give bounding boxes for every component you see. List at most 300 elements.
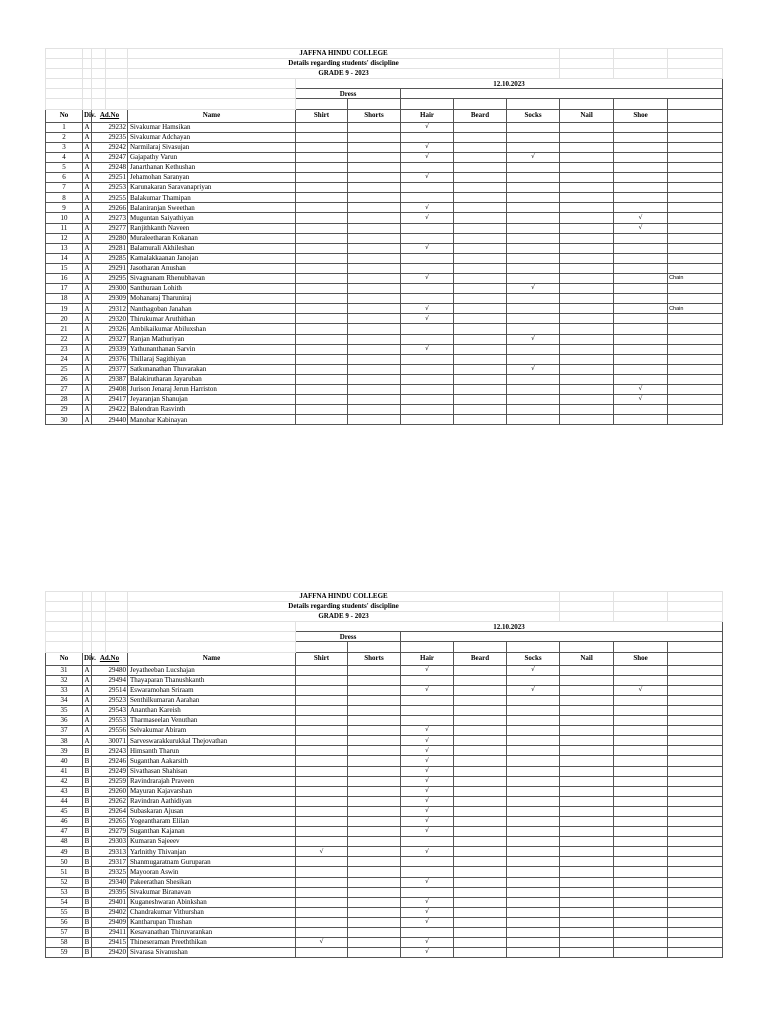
blank-cell <box>106 622 128 632</box>
blank-cell <box>83 612 92 622</box>
blank-cell <box>83 79 92 89</box>
college-name: JAFFNA HINDU COLLEGE <box>128 49 560 59</box>
blank-cell <box>83 69 92 79</box>
tick-mark-nail <box>560 213 614 223</box>
attendance-sheet-1 <box>45 48 722 425</box>
col-header-shorts: Shorts <box>348 652 401 665</box>
tick-mark-shorts <box>348 837 401 847</box>
row-division: A <box>84 355 90 364</box>
tick-mark-socks <box>507 374 560 384</box>
row-number: 4 <box>46 152 83 162</box>
tick-mark-socks <box>507 253 560 263</box>
tick-mark-hair: √ <box>401 273 454 283</box>
tick-mark-shirt <box>296 253 348 263</box>
table-row <box>46 152 723 162</box>
table-row <box>46 374 723 384</box>
tick-mark-nail <box>560 877 614 887</box>
blank-cell <box>92 602 106 612</box>
tick-mark-socks <box>507 948 560 958</box>
tick-mark-shirt <box>296 726 348 736</box>
tick-mark-beard <box>454 938 507 948</box>
blank-cell <box>507 99 560 109</box>
table-row <box>46 223 723 233</box>
tick-mark-nail <box>560 726 614 736</box>
tick-mark-nail <box>560 354 614 364</box>
row-admission-no: 29556 <box>92 726 128 736</box>
row-division: A <box>84 132 90 141</box>
tick-mark-shoe <box>614 857 668 867</box>
row-student-name: Narmilaraj Sivasujan <box>128 142 296 152</box>
col-header-adno: Ad.No <box>92 109 128 122</box>
blank-cell <box>614 99 668 109</box>
tick-mark-socks <box>507 695 560 705</box>
tick-mark-hair <box>401 405 454 415</box>
tick-mark-shoe <box>614 233 668 243</box>
row-number: 40 <box>46 756 83 766</box>
row-admission-no: 29266 <box>92 203 128 213</box>
row-remark <box>668 173 723 183</box>
row-number: 47 <box>46 827 83 837</box>
tick-mark-shoe <box>614 243 668 253</box>
tick-mark-beard <box>454 907 507 917</box>
tick-mark-shirt <box>296 243 348 253</box>
tick-mark-beard <box>454 132 507 142</box>
tick-mark-hair <box>401 223 454 233</box>
table-row <box>46 695 723 705</box>
row-number: 44 <box>46 796 83 806</box>
tick-mark-socks <box>507 273 560 283</box>
row-division: A <box>84 193 90 202</box>
row-division: A <box>84 122 90 131</box>
tick-mark-hair <box>401 233 454 243</box>
row-student-name: Sivathasan Shahisan <box>128 766 296 776</box>
table-row <box>46 253 723 263</box>
tick-mark-shoe <box>614 907 668 917</box>
table-row <box>46 736 723 746</box>
row-division: A <box>84 405 90 414</box>
col-header-socks: Socks <box>507 652 560 665</box>
tick-mark-shoe <box>614 162 668 172</box>
tick-mark-socks <box>507 193 560 203</box>
tick-mark-shorts <box>348 867 401 877</box>
row-admission-no: 29422 <box>92 405 128 415</box>
blank-cell <box>83 642 92 652</box>
tick-mark-nail <box>560 385 614 395</box>
tick-mark-beard <box>454 816 507 826</box>
row-division: A <box>84 344 90 353</box>
tick-mark-shirt <box>296 857 348 867</box>
tick-mark-shorts <box>348 756 401 766</box>
tick-mark-shirt <box>296 152 348 162</box>
row-student-name: Sivakumar Hamsikan <box>128 122 296 132</box>
tick-mark-shorts <box>348 324 401 334</box>
table-row <box>46 675 723 685</box>
tick-mark-shorts <box>348 122 401 132</box>
row-admission-no: 29408 <box>92 385 128 395</box>
row-student-name: Thirukumar Aruthithan <box>128 314 296 324</box>
tick-mark-hair <box>401 364 454 374</box>
col-header-no: No <box>46 109 83 122</box>
tick-mark-beard <box>454 152 507 162</box>
row-remark <box>668 203 723 213</box>
tick-mark-hair: √ <box>401 344 454 354</box>
row-division: A <box>84 726 90 735</box>
tick-mark-shorts <box>348 142 401 152</box>
tick-mark-nail <box>560 263 614 273</box>
row-division: B <box>83 857 92 867</box>
tick-mark-socks <box>507 806 560 816</box>
col-header-name: Name <box>128 109 296 122</box>
row-remark <box>668 243 723 253</box>
tick-mark-nail <box>560 324 614 334</box>
blank-cell <box>128 642 296 652</box>
row-remark <box>668 253 723 263</box>
tick-mark-shoe <box>614 928 668 938</box>
tick-mark-nail <box>560 223 614 233</box>
tick-mark-beard <box>454 847 507 857</box>
tick-mark-beard <box>454 263 507 273</box>
tick-mark-shirt <box>296 263 348 273</box>
row-student-name: Yogeantharam Elilan <box>128 816 296 826</box>
row-admission-no: 29235 <box>92 132 128 142</box>
row-admission-no: 30071 <box>92 736 128 746</box>
tick-mark-shirt <box>296 746 348 756</box>
tick-mark-shorts <box>348 213 401 223</box>
row-division: B <box>83 816 92 826</box>
tick-mark-beard <box>454 716 507 726</box>
tick-mark-shirt <box>296 233 348 243</box>
tick-mark-socks <box>507 233 560 243</box>
blank-cell <box>507 642 560 652</box>
row-remark <box>668 857 723 867</box>
tick-mark-socks: √ <box>507 334 560 344</box>
blank-cell <box>83 592 92 602</box>
blank-cell <box>46 69 83 79</box>
row-number: 26 <box>46 374 83 384</box>
row-number: 54 <box>46 897 83 907</box>
row-admission-no: 29264 <box>92 806 128 816</box>
college-name: JAFFNA HINDU COLLEGE <box>128 592 560 602</box>
blank-cell <box>668 612 723 622</box>
tick-mark-nail <box>560 716 614 726</box>
tick-mark-socks <box>507 756 560 766</box>
row-remark <box>668 132 723 142</box>
tick-mark-hair: √ <box>401 917 454 927</box>
tick-mark-hair <box>401 695 454 705</box>
blank-cell <box>83 49 92 59</box>
row-number: 25 <box>46 364 83 374</box>
blank-cell <box>46 59 83 69</box>
row-remark <box>668 395 723 405</box>
tick-mark-beard <box>454 705 507 715</box>
row-number: 51 <box>46 867 83 877</box>
row-remark <box>668 897 723 907</box>
blank-cell <box>92 632 106 642</box>
row-student-name: Jasotharan Anushan <box>128 263 296 273</box>
row-remark <box>668 213 723 223</box>
row-division: B <box>83 917 92 927</box>
row-student-name: Ambikaikumar Abiluxshan <box>128 324 296 334</box>
col-header-remark <box>668 652 723 665</box>
row-number: 14 <box>46 253 83 263</box>
table-row <box>46 284 723 294</box>
table-row <box>46 756 723 766</box>
tick-mark-shorts <box>348 806 401 816</box>
table-row <box>46 867 723 877</box>
tick-mark-shorts <box>348 887 401 897</box>
row-admission-no: 29285 <box>92 253 128 263</box>
tick-mark-shirt <box>296 223 348 233</box>
tick-mark-shoe <box>614 173 668 183</box>
tick-mark-shoe <box>614 827 668 837</box>
tick-mark-shorts <box>348 705 401 715</box>
row-division: A <box>84 153 90 162</box>
row-admission-no: 29248 <box>92 162 128 172</box>
tick-mark-hair <box>401 183 454 193</box>
table-row <box>46 887 723 897</box>
tick-mark-shirt: √ <box>296 938 348 948</box>
row-number: 33 <box>46 685 83 695</box>
table-row <box>46 928 723 938</box>
row-admission-no: 29259 <box>92 776 128 786</box>
table-row <box>46 897 723 907</box>
tick-mark-socks: √ <box>507 665 560 675</box>
blank-cell <box>614 69 668 79</box>
tick-mark-shorts <box>348 233 401 243</box>
row-admission-no: 29317 <box>92 857 128 867</box>
tick-mark-hair <box>401 395 454 405</box>
tick-mark-shoe <box>614 152 668 162</box>
row-division: A <box>84 395 90 404</box>
row-remark <box>668 233 723 243</box>
tick-mark-shoe <box>614 665 668 675</box>
row-student-name: Mayuran Kajavarshan <box>128 786 296 796</box>
blank-cell <box>106 592 128 602</box>
tick-mark-nail <box>560 685 614 695</box>
tick-mark-shorts <box>348 928 401 938</box>
tick-mark-nail <box>560 183 614 193</box>
blank-cell <box>401 632 723 642</box>
blank-cell <box>106 89 128 99</box>
tick-mark-beard <box>454 193 507 203</box>
table-row <box>46 857 723 867</box>
tick-mark-shoe <box>614 705 668 715</box>
tick-mark-shoe <box>614 948 668 958</box>
tick-mark-socks <box>507 928 560 938</box>
tick-mark-shorts <box>348 877 401 887</box>
tick-mark-beard <box>454 736 507 746</box>
blank-cell <box>668 642 723 652</box>
row-remark <box>668 776 723 786</box>
tick-mark-shoe <box>614 675 668 685</box>
row-number: 19 <box>46 304 83 314</box>
tick-mark-shirt <box>296 716 348 726</box>
tick-mark-shirt <box>296 948 348 958</box>
row-remark: Chain <box>668 273 723 283</box>
tick-mark-nail <box>560 766 614 776</box>
row-number: 48 <box>46 837 83 847</box>
tick-mark-shoe <box>614 887 668 897</box>
tick-mark-hair <box>401 294 454 304</box>
table-row <box>46 877 723 887</box>
blank-cell <box>560 49 614 59</box>
blank-cell <box>46 49 83 59</box>
tick-mark-beard <box>454 294 507 304</box>
tick-mark-shirt <box>296 122 348 132</box>
tick-mark-nail <box>560 756 614 766</box>
tick-mark-hair: √ <box>401 173 454 183</box>
tick-mark-nail <box>560 806 614 816</box>
row-number: 20 <box>46 314 83 324</box>
row-number: 53 <box>46 887 83 897</box>
row-student-name: Kantharupan Thushan <box>128 917 296 927</box>
tick-mark-hair: √ <box>401 314 454 324</box>
tick-mark-shorts <box>348 827 401 837</box>
row-student-name: Shanmugaratnam Guruparan <box>128 857 296 867</box>
tick-mark-nail <box>560 233 614 243</box>
tick-mark-shoe <box>614 897 668 907</box>
tick-mark-nail <box>560 948 614 958</box>
tick-mark-shorts <box>348 938 401 948</box>
tick-mark-shorts <box>348 948 401 958</box>
table-row <box>46 385 723 395</box>
tick-mark-shoe <box>614 917 668 927</box>
row-remark <box>668 948 723 958</box>
row-division: B <box>83 746 92 756</box>
tick-mark-hair: √ <box>401 746 454 756</box>
tick-mark-shirt <box>296 193 348 203</box>
row-division: B <box>83 928 92 938</box>
tick-mark-socks <box>507 877 560 887</box>
tick-mark-beard <box>454 304 507 314</box>
blank-cell <box>348 642 401 652</box>
tick-mark-shorts <box>348 203 401 213</box>
row-admission-no: 29279 <box>92 827 128 837</box>
row-division: B <box>83 786 92 796</box>
tick-mark-nail <box>560 695 614 705</box>
table-row <box>46 304 723 314</box>
row-student-name: Muraleetharan Kokanan <box>128 233 296 243</box>
tick-mark-shorts <box>348 364 401 374</box>
row-number: 59 <box>46 948 83 958</box>
tick-mark-shoe <box>614 746 668 756</box>
tick-mark-hair <box>401 374 454 384</box>
row-admission-no: 29265 <box>92 816 128 826</box>
tick-mark-beard <box>454 867 507 877</box>
blank-cell <box>401 89 723 99</box>
sheet-date: 12.10.2023 <box>296 79 723 89</box>
row-admission-no: 29340 <box>92 877 128 887</box>
tick-mark-shorts <box>348 243 401 253</box>
col-header-nail: Nail <box>560 109 614 122</box>
table-row <box>46 122 723 132</box>
row-division: B <box>83 847 92 857</box>
tick-mark-shirt <box>296 928 348 938</box>
tick-mark-nail <box>560 847 614 857</box>
tick-mark-beard <box>454 685 507 695</box>
row-number: 23 <box>46 344 83 354</box>
row-admission-no: 29494 <box>92 675 128 685</box>
tick-mark-nail <box>560 122 614 132</box>
tick-mark-socks <box>507 203 560 213</box>
tick-mark-shoe <box>614 304 668 314</box>
tick-mark-socks <box>507 938 560 948</box>
row-remark <box>668 294 723 304</box>
tick-mark-beard <box>454 243 507 253</box>
col-header-shorts: Shorts <box>348 109 401 122</box>
row-remark <box>668 675 723 685</box>
row-number: 32 <box>46 675 83 685</box>
blank-cell <box>668 99 723 109</box>
row-admission-no: 29247 <box>92 152 128 162</box>
row-remark <box>668 193 723 203</box>
table-row <box>46 364 723 374</box>
table-row <box>46 273 723 283</box>
row-admission-no: 29327 <box>92 334 128 344</box>
tick-mark-shoe <box>614 716 668 726</box>
table-row <box>46 746 723 756</box>
tick-mark-shirt <box>296 294 348 304</box>
blank-cell <box>46 622 83 632</box>
tick-mark-shoe <box>614 344 668 354</box>
blank-cell <box>83 632 92 642</box>
row-student-name: Balakirutharan Jayaruban <box>128 374 296 384</box>
row-admission-no: 29255 <box>92 193 128 203</box>
row-student-name: Ranjan Mathuriyan <box>128 334 296 344</box>
blank-cell <box>560 642 614 652</box>
tick-mark-socks: √ <box>507 152 560 162</box>
row-admission-no: 29281 <box>92 243 128 253</box>
tick-mark-socks <box>507 183 560 193</box>
tick-mark-shirt <box>296 415 348 425</box>
blank-cell <box>106 99 128 109</box>
row-remark <box>668 938 723 948</box>
tick-mark-shirt <box>296 867 348 877</box>
col-header-div: Div. <box>83 652 92 665</box>
tick-mark-shorts <box>348 716 401 726</box>
tick-mark-nail <box>560 405 614 415</box>
tick-mark-shorts <box>348 695 401 705</box>
row-number: 35 <box>46 705 83 715</box>
row-division: A <box>84 294 90 303</box>
tick-mark-beard <box>454 857 507 867</box>
tick-mark-hair: √ <box>401 243 454 253</box>
row-division: A <box>84 665 90 674</box>
table-row <box>46 395 723 405</box>
row-number: 55 <box>46 907 83 917</box>
table-row <box>46 716 723 726</box>
row-admission-no: 29339 <box>92 344 128 354</box>
row-division: A <box>84 173 90 182</box>
row-student-name: Kuganeshwaran Abinkshan <box>128 897 296 907</box>
row-admission-no: 29420 <box>92 948 128 958</box>
row-number: 11 <box>46 223 83 233</box>
row-remark <box>668 314 723 324</box>
row-number: 6 <box>46 173 83 183</box>
row-admission-no: 29387 <box>92 374 128 384</box>
row-admission-no: 29295 <box>92 273 128 283</box>
tick-mark-shirt <box>296 364 348 374</box>
tick-mark-hair: √ <box>401 847 454 857</box>
blank-cell <box>454 99 507 109</box>
row-admission-no: 29232 <box>92 122 128 132</box>
row-admission-no: 29243 <box>92 746 128 756</box>
row-student-name: Thayaparan Thanushkanth <box>128 675 296 685</box>
tick-mark-shoe <box>614 796 668 806</box>
row-student-name: Manohar Kabinayan <box>128 415 296 425</box>
table-row <box>46 324 723 334</box>
row-student-name: Senthilkumaran Aarahan <box>128 695 296 705</box>
